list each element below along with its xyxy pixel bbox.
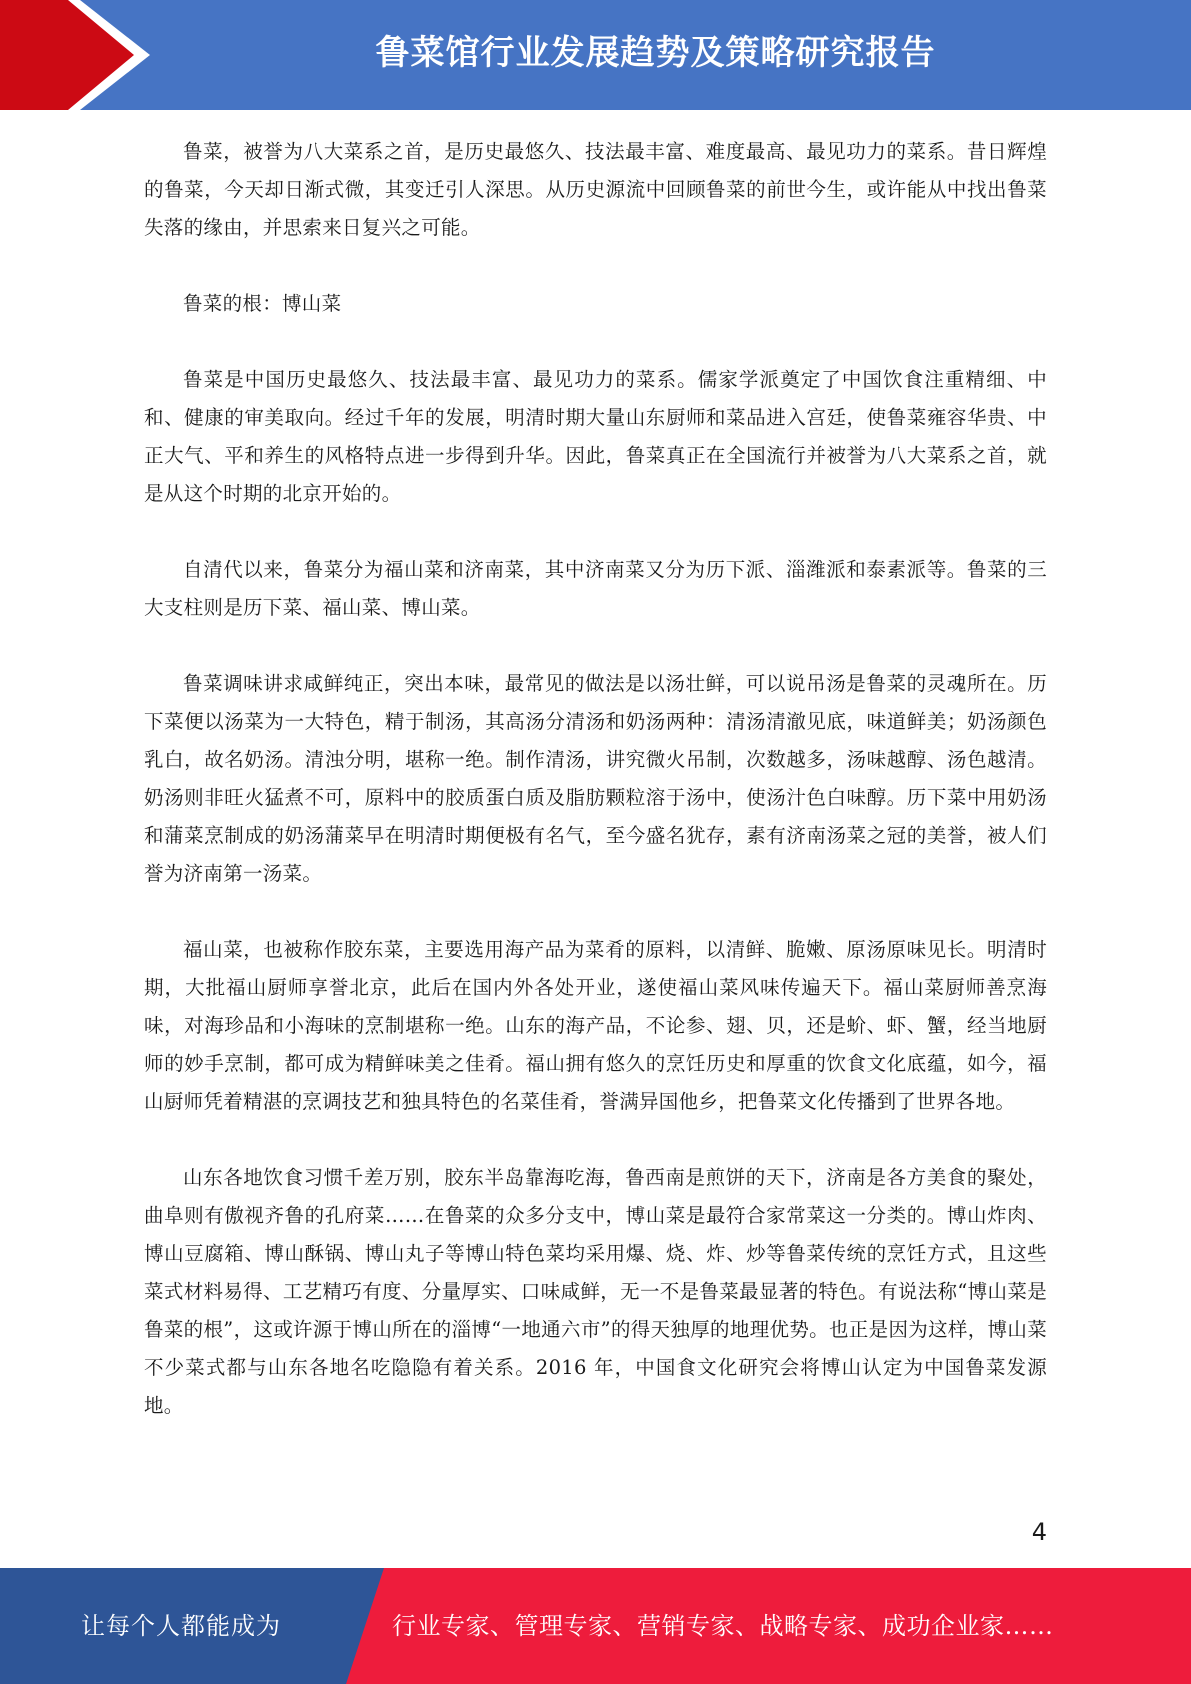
page-number: 4 <box>1031 1518 1047 1546</box>
paragraph: 自清代以来，鲁菜分为福山菜和济南菜，其中济南菜又分为历下派、淄潍派和泰素派等。鲁菜的三大支柱则是历下菜、福山菜、博山菜。 <box>144 558 1047 619</box>
footer-slogan-left: 让每个人都能成为 <box>81 1612 281 1640</box>
header-arrow-decoration <box>0 0 150 110</box>
arrow-red-chevron <box>0 0 134 110</box>
section-heading: 鲁菜的根：博山菜 <box>183 292 342 315</box>
paragraph: 福山菜，也被称作胶东菜，主要选用海产品为菜肴的原料，以清鲜、脆嫩、原汤原味见长。明清时期，大批福山厨师享誉北京，此后在国内外各处开业，遂使福山菜风味传遍天下。福山菜厨师善烹海味，对海珍品和小海味的烹制堪称一绝。山东的海产品，不论参、翅、贝，还是蚧、虾、蟹，经当地厨师的妙手烹制，都可成为精鲜味美之佳肴。福山拥有悠久的烹饪历史和厚重的饮食文化底蕴，如今，福山厨师凭着精湛的烹调技艺和独具特色的名菜佳肴，誉满异国他乡，把鲁菜文化传播到了世界各地。 <box>144 938 1047 1113</box>
paragraph: 鲁菜调味讲求咸鲜纯正，突出本味，最常见的做法是以汤壮鲜，可以说吊汤是鲁菜的灵魂所在。历下菜便以汤菜为一大特色，精于制汤，其高汤分清汤和奶汤两种：清汤清澈见底，味道鲜美；奶汤颜色乳白，故名奶汤。清浊分明，堪称一绝。制作清汤，讲究微火吊制，次数越多，汤味越醇、汤色越清。奶汤则非旺火猛煮不可，原料中的胶质蛋白质及脂肪颗粒溶于汤中，使汤汁色白味醇。历下菜中用奶汤和蒲菜烹制成的奶汤蒲菜早在明清时期便极有名气，至今盛名犹存，素有济南汤菜之冠的美誉，被人们誉为济南第一汤菜。 <box>144 672 1047 885</box>
footer-slogan-right: 行业专家、管理专家、营销专家、战略专家、成功企业家…… <box>392 1612 1054 1640</box>
header-band <box>0 0 1191 110</box>
report-title: 鲁菜馆行业发展趋势及策略研究报告 <box>375 33 936 73</box>
paragraph: 山东各地饮食习惯千差万别，胶东半岛靠海吃海，鲁西南是煎饼的天下，济南是各方美食的聚处，曲阜则有傲视齐鲁的孔府菜……在鲁菜的众多分支中，博山菜是最符合家常菜这一分类的。博山炸肉、博山豆腐箱、博山酥锅、博山丸子等博山特色菜均采用爆、烧、炸、炒等鲁菜传统的烹饪方式，且这些菜式材料易得、工艺精巧有度、分量厚实、口味咸鲜，无一不是鲁菜最显著的特色。有说法称“博山菜是鲁菜的根”，这或许源于博山所在的淄博“一地通六市”的得天独厚的地理优势。也正是因为这样，博山菜不少菜式都与山东各地名吃隐隐有着关系。2016 年，中国食文化研究会将博山认定为中国鲁菜发源地。 <box>144 1166 1047 1417</box>
report-body <box>144 133 1047 1463</box>
paragraph: 鲁菜是中国历史最悠久、技法最丰富、最见功力的菜系。儒家学派奠定了中国饮食注重精细、中和、健康的审美取向。经过千年的发展，明清时期大量山东厨师和菜品进入宫廷，使鲁菜雍容华贵、中正大气、平和养生的风格特点进一步得到升华。因此，鲁菜真正在全国流行并被誉为八大菜系之首，就是从这个时期的北京开始的。 <box>144 368 1047 505</box>
paragraph-intro: 鲁菜，被誉为八大菜系之首，是历史最悠久、技法最丰富、难度最高、最见功力的菜系。昔日辉煌的鲁菜，今天却日渐式微，其变迁引人深思。从历史源流中回顾鲁菜的前世今生，或许能从中找出鲁菜失落的缘由，并思索来日复兴之可能。 <box>144 140 1047 239</box>
footer-band <box>0 1568 1191 1684</box>
